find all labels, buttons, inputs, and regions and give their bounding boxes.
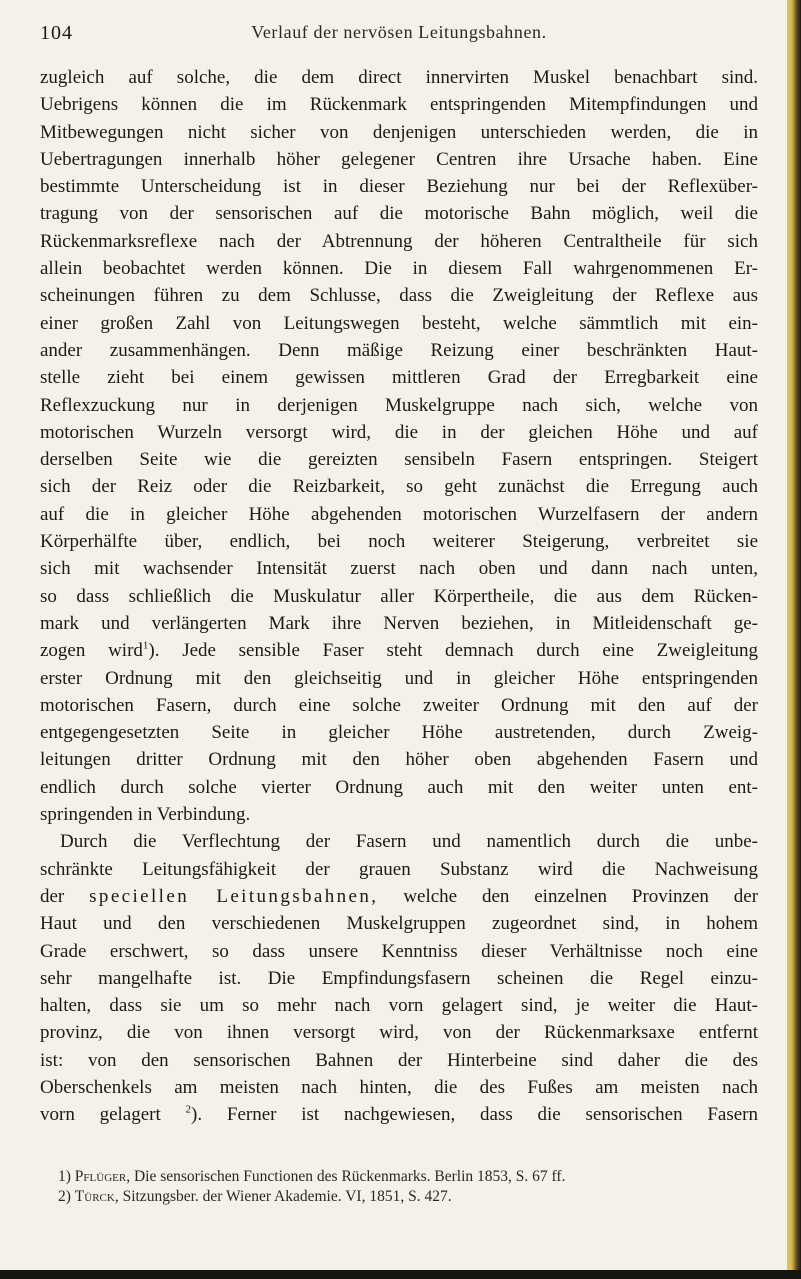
text-line: schränkte Leitungsfähigkeit der grauen Substanz wird die Nachweisung	[40, 858, 758, 880]
text-line: Uebertragungen innerhalb höher gelegener Centren ihre Ursache haben. Eine	[40, 148, 758, 170]
page-number: 104	[40, 22, 73, 44]
text-fragment: der	[40, 885, 65, 907]
text-fragment: ). Jede sensible Faser steht demnach durch eine Zweigleitung	[148, 640, 758, 662]
footnote-1	[58, 1167, 758, 1187]
text-line: Körperhälfte über, endlich, bei noch weiterer Steigerung, verbreitet sie	[40, 531, 758, 553]
text-line: sehr mangelhafte ist. Die Empfindungsfasern scheinen die Regel einzu-	[40, 967, 758, 989]
paragraph-end-line: springenden in Verbindung.	[40, 804, 251, 826]
text-line: provinz, die von ihnen versorgt wird, von der Rückenmarksaxe entfernt	[40, 1022, 758, 1044]
text-line: so dass schließlich die Muskulatur aller Körpertheile, die aus dem Rücken-	[40, 585, 758, 607]
text-line: zugleich auf solche, die dem direct innervirten Muskel benachbart sind.	[40, 67, 758, 88]
text-line: auf die in gleicher Höhe abgehenden motorischen Wurzelfasern der andern	[40, 503, 758, 525]
text-line: entgegengesetzten Seite in gleicher Höhe austretenden, durch Zweig-	[40, 722, 758, 744]
text-line: bestimmte Unterscheidung ist in dieser Beziehung nur bei der Reflexüber-	[40, 176, 758, 198]
text-line: tragung von der sensorischen auf die motorische Bahn möglich, weil die	[40, 203, 758, 225]
emphasized-term: speciellen Leitungsbahnen,	[89, 885, 379, 907]
page-bottom-edge	[0, 1270, 801, 1279]
text-line: Oberschenkels am meisten nach hinten, die des Fußes am meisten nach	[40, 1076, 758, 1098]
text-fragment: vorn gelagert	[40, 1104, 161, 1126]
text-line: mark und verlängerten Mark ihre Nerven beziehen, in Mitleidenschaft ge-	[40, 612, 758, 634]
text-line: erster Ordnung mit den gleichseitig und in gleicher Höhe entspringenden	[40, 667, 758, 689]
footnote-text: , Sitzungsber. der Wiener Akademie. VI, 1851, S. 427.	[114, 1188, 452, 1205]
text-fragment: zogen wird	[40, 640, 143, 662]
text-line: Reflexzuckung nur in derjenigen Muskelgruppe nach sich, welche von	[40, 394, 758, 416]
text-line: sich mit wachsender Intensität zuerst nach oben und dann nach unten,	[40, 558, 758, 580]
text-line: Uebrigens können die im Rückenmark entspringenden Mitempfindungen und	[40, 94, 758, 116]
text-line	[40, 1101, 758, 1128]
text-line: stelle zieht bei einem gewissen mittleren Grad der Erregbarkeit eine	[40, 367, 758, 389]
text-line: motorischen Wurzeln versorgt wird, die in der gleichen Höhe und auf	[40, 421, 758, 443]
footnotes	[58, 1167, 758, 1207]
footnote-2	[58, 1187, 758, 1207]
text-line: Mitbewegungen nicht sicher von denjenigen unterschieden werden, die in	[40, 121, 758, 143]
text-line	[40, 883, 758, 910]
page-header	[40, 22, 758, 52]
text-line	[40, 637, 758, 664]
body-text	[40, 64, 758, 1129]
running-head: Verlauf der nervösen Leitungsbahnen.	[251, 22, 547, 42]
text-line: endlich durch solche vierter Ordnung auch mit den weiter unten ent-	[40, 776, 758, 798]
text-line: Grade erschwert, so dass unsere Kenntniss dieser Verhältnisse noch eine	[40, 940, 758, 962]
text-line: halten, dass sie um so mehr nach vorn gelagert sind, je weiter die Haut-	[40, 995, 758, 1017]
text-line: Haut und den verschiedenen Muskelgruppen zugeordnet sind, in hohem	[40, 913, 758, 935]
footnote-author: Türck	[74, 1188, 115, 1205]
text-line: motorischen Fasern, durch eine solche zweiter Ordnung mit den auf der	[40, 694, 758, 716]
text-line: derselben Seite wie die gereizten sensibeln Fasern entspringen. Steigert	[40, 449, 758, 471]
text-line: einer großen Zahl von Leitungswegen besteht, welche sämmtlich mit ein-	[40, 312, 758, 334]
footnote-author: Pflüger	[74, 1168, 127, 1185]
paragraph-start-line: Durch die Verflechtung der Fasern und namentlich durch die unbe-	[60, 831, 758, 853]
text-line: Rückenmarksreflexe nach der Abtrennung der höheren Centraltheile für sich	[40, 230, 758, 252]
footnote-ref-2: 2	[185, 1103, 192, 1116]
text-line: ist: von den sensorischen Bahnen der Hinterbeine sind daher die des	[40, 1049, 758, 1071]
page-edge-shadow	[787, 0, 801, 1279]
footnote-ref-1: 1	[142, 639, 149, 652]
text-fragment: ). Ferner ist nachgewiesen, dass die sensorischen Fasern	[191, 1104, 758, 1126]
text-line: scheinungen führen zu dem Schlusse, dass die Zweigleitung der Reflexe aus	[40, 285, 758, 307]
text-line: sich der Reiz oder die Reizbarkeit, so geht zunächst die Erregung auch	[40, 476, 758, 498]
text-fragment: welche den einzelnen Provinzen der	[403, 885, 758, 907]
text-line: allein beobachtet werden können. Die in diesem Fall wahrgenommenen Er-	[40, 258, 758, 280]
footnote-number: 2)	[58, 1188, 71, 1205]
text-line: leitungen dritter Ordnung mit den höher oben abgehenden Fasern und	[40, 749, 758, 771]
footnote-number: 1)	[58, 1168, 71, 1185]
footnote-text: , Die sensorischen Functionen des Rückenmarks. Berlin 1853, S. 67 ff.	[126, 1168, 566, 1185]
text-line: ander zusammenhängen. Denn mäßige Reizung einer beschränkten Haut-	[40, 339, 758, 361]
